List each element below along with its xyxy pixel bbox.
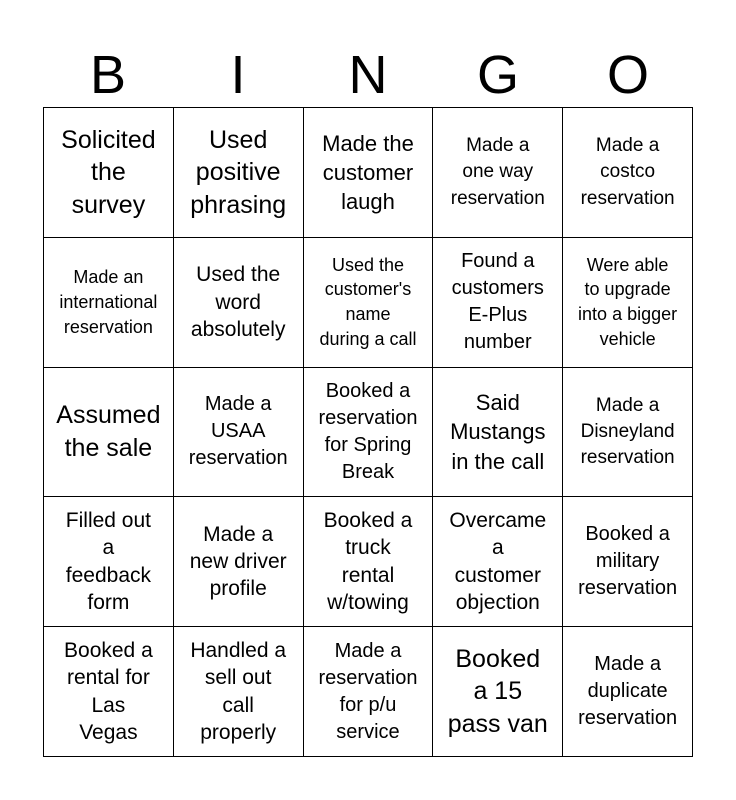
bingo-cell-r3-c2[interactable] xyxy=(174,368,304,498)
cell-text: Used the word absolutely xyxy=(190,263,286,341)
cell-text: Made an international reservation xyxy=(59,266,158,337)
bingo-cell-r2-c2[interactable] xyxy=(174,238,304,368)
cell-text: Made a duplicate reservation xyxy=(578,653,678,730)
cell-text: Assumed the sale xyxy=(56,401,161,462)
bingo-cell-r3-c1[interactable] xyxy=(44,368,174,498)
bingo-cell-r1-c1[interactable] xyxy=(44,108,174,238)
header-letter-g: G xyxy=(476,45,519,105)
cell-text: Filled out a feedback form xyxy=(65,509,152,615)
bingo-cell-r3-c3[interactable] xyxy=(304,368,434,498)
header-letter-i: I xyxy=(230,45,246,105)
cell-text: Made a reservation for p/u service xyxy=(318,639,418,743)
bingo-cell-r2-c4[interactable] xyxy=(433,238,563,368)
bingo-cell-r2-c3[interactable] xyxy=(304,238,434,368)
cell-text: Booked a truck rental w/towing xyxy=(323,509,413,615)
bingo-cell-r5-c2[interactable] xyxy=(174,627,304,757)
cell-text: Made a costco reservation xyxy=(580,135,675,209)
cell-text: Solicited the survey xyxy=(61,125,156,219)
bingo-cell-r3-c4[interactable] xyxy=(433,368,563,498)
bingo-cell-r4-c5[interactable] xyxy=(563,497,693,627)
cell-text: Made a Disneyland reservation xyxy=(580,394,675,469)
bingo-cell-r3-c5[interactable] xyxy=(563,368,693,498)
cell-text: Used the customer's name during a call xyxy=(319,254,417,350)
bingo-cell-r1-c2[interactable] xyxy=(174,108,304,238)
bingo-cell-r1-c3[interactable] xyxy=(304,108,434,238)
header-letter-b: B xyxy=(89,45,127,105)
cell-text: Made a USAA reservation xyxy=(188,393,288,470)
bingo-cell-r4-c3[interactable] xyxy=(304,497,434,627)
cell-text: Booked a rental for Las Vegas xyxy=(64,639,153,744)
cell-text: Were able to upgrade into a bigger vehicle xyxy=(578,254,678,350)
header-letter-n: N xyxy=(348,45,388,105)
bingo-cell-r2-c1[interactable] xyxy=(44,238,174,368)
cell-text: Booked a reservation for Spring Break xyxy=(318,379,418,483)
bingo-cell-r1-c4[interactable] xyxy=(433,108,563,238)
bingo-cell-r5-c5[interactable] xyxy=(563,627,693,757)
bingo-cell-r2-c5[interactable] xyxy=(563,238,693,368)
cell-text: Made a new driver profile xyxy=(189,522,287,601)
cell-text: Booked a 15 pass van xyxy=(447,644,548,738)
bingo-cell-r4-c2[interactable] xyxy=(174,497,304,627)
header-letter-o: O xyxy=(606,45,649,105)
cell-text: Found a customers E-Plus number xyxy=(451,250,544,354)
cell-text: Made the customer laugh xyxy=(322,130,414,214)
bingo-header xyxy=(43,44,693,106)
bingo-cell-r5-c1[interactable] xyxy=(44,627,174,757)
cell-text: Overcame a customer objection xyxy=(449,509,547,615)
bingo-cell-r4-c4[interactable] xyxy=(433,497,563,627)
bingo-cell-r1-c5[interactable] xyxy=(563,108,693,238)
bingo-cell-r5-c3[interactable] xyxy=(304,627,434,757)
cell-text: Made a one way reservation xyxy=(450,135,545,209)
bingo-board xyxy=(43,107,693,757)
cell-text: Handled a sell out call properly xyxy=(190,639,287,744)
cell-text: Said Mustangs in the call xyxy=(450,390,546,474)
cell-text: Booked a military reservation xyxy=(578,523,678,600)
bingo-cell-r4-c1[interactable] xyxy=(44,497,174,627)
bingo-cell-r5-c4[interactable] xyxy=(433,627,563,757)
cell-text: Used positive phrasing xyxy=(190,125,287,219)
